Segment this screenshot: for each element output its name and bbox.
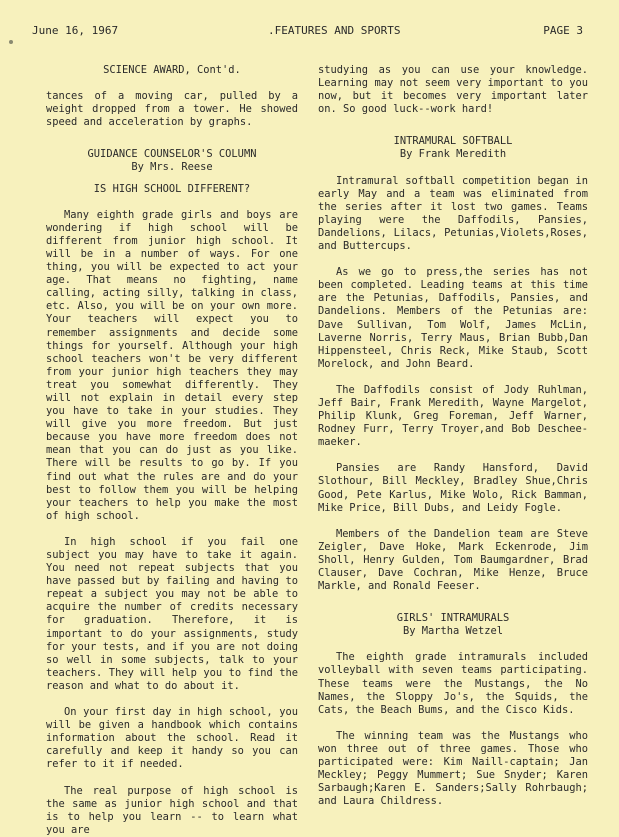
issue-date: June 16, 1967 <box>32 24 119 37</box>
guidance-paragraph: Many eighth grade girls and boys are wondering if high school will be different from junior high school. It will be in a number of ways. For one thing, you will be expected to act your age. That means no fighting, name calling, acting silly, talking in class, etc. Also, you will be on your own more. Your teachers will expect you to remember assignments and decide some things for yourself. Although your high school teachers won't be very different from your junior high teachers they may treat you somewhat differently. They will not explain in detail every step you have to take in your studies. They will give you more freedom. But just because you have more freedom does not mean that you can do just as you like. There will be results to go by. If you find out what the rules are and do your best to follow them you will be helping your teachers to help you make the most of high school. <box>46 208 298 522</box>
girls-intramurals-paragraph: The eighth grade intramurals included volleyball with seven teams participating. These teams were the Mustangs, the No Names, the Sloppy Jo's, the Squids, the Cats, the Beach Bums, and the Cisco Kids. <box>318 651 588 716</box>
softball-heading: INTRAMURAL SOFTBALL <box>393 135 513 148</box>
science-award-heading: SCIENCE AWARD, Cont'd. <box>103 64 241 76</box>
girls-intramurals-paragraph: The winning team was the Mustangs who won three out of three games. Those who participated were: Kim Naill-captain; Jan Meckley; Peggy Mummert; Sue Snyder; Karen Sarbaugh;Karen E. Sanders;Sally Rohrbaugh; and Laura Childress. <box>318 729 588 808</box>
softball-byline: By Frank Meredith <box>399 148 507 161</box>
left-column <box>46 64 298 837</box>
guidance-column-heading: GUIDANCE COUNSELOR'S COLUMN <box>87 148 257 161</box>
page-number: PAGE 3 <box>543 24 583 37</box>
softball-paragraph: The Daffodils consist of Jody Ruhlman, Jeff Bair, Frank Meredith, Wayne Margelot, Philip Klunk, Greg Foreman, Jeff Warner, Rodney Furr, Terry Troyer,and Bob Deschee-maeker. <box>318 383 588 449</box>
guidance-byline: By Mrs. Reese <box>131 161 213 174</box>
guidance-subheading: IS HIGH SCHOOL DIFFERENT? <box>93 182 251 195</box>
guidance-paragraph: The real purpose of high school is the same as junior high school and that is to help you learn -- to learn what you are <box>46 784 298 836</box>
guidance-paragraph: In high school if you fail one subject you may have to take it again. You need not repeat subjects that you have passed but by failing and having to repeat a subject you may not be able to acquire the number of credits necessary for graduation. Therefore, it is important to do your assignments, study for your tests, and if you are not doing so well in some subjects, talk to your teachers. They will help you to find the reason and what to do about it. <box>46 535 298 692</box>
girls-intramurals-byline: By Martha Wetzel <box>402 625 504 638</box>
science-award-text: tances of a moving car, pulled by a weight dropped from a tower. He showed speed and acceleration by graphs. <box>46 90 298 129</box>
softball-paragraph: Members of the Dandelion team are Steve Zeigler, Dave Hoke, Mark Eckenrode, Jim Sholl, Henry Gulden, Tom Baumgardner, Brad Clauser, Dave Cochran, Mike Henze, Bruce Markle, and Ronald Feeser. <box>318 527 588 593</box>
section-title: .FEATURES AND SPORTS <box>268 24 401 37</box>
girls-intramurals-heading: GIRLS' INTRAMURALS <box>396 612 510 625</box>
softball-paragraph: Pansies are Randy Hansford, David Slothour, Bill Meckley, Bradley Shue,Chris Good, Pete Karlus, Mike Wolo, Rick Bamman, Mike Price, Bill Dubs, and Leidy Fogle. <box>318 462 588 514</box>
right-column <box>318 64 588 808</box>
guidance-paragraph: On your first day in high school, you will be given a handbook which contains information about the school. Read it carefully and keep it handy so you can refer to it if needed. <box>46 706 298 771</box>
punch-mark <box>9 40 13 44</box>
page-header <box>22 24 597 38</box>
guidance-continued-text: studying as you can use your knowledge. Learning may not seem very important to you now, but it becomes very important later on. So good luck--work hard! <box>318 64 588 116</box>
softball-paragraph: As we go to press,the series has not been completed. Leading teams at this time are the Petunias, Daffodils, Pansies, and Dandelions. Members of the Petunias are: Dave Sullivan, Tom Wolf, James McLin, Laverne Norris, Terry Maus, Brian Bubb,Dan Hippensteel, Chris Reck, Mike Staub, Scott Morelock, and John Beard. <box>318 266 588 370</box>
softball-paragraph: Intramural softball competition began in early May and a team was eliminated from the series after it lost two games. Teams playing were the Daffodils, Pansies, Dandelions, Lilacs, Petunias,Violets,Roses, and Buttercups. <box>318 174 588 253</box>
